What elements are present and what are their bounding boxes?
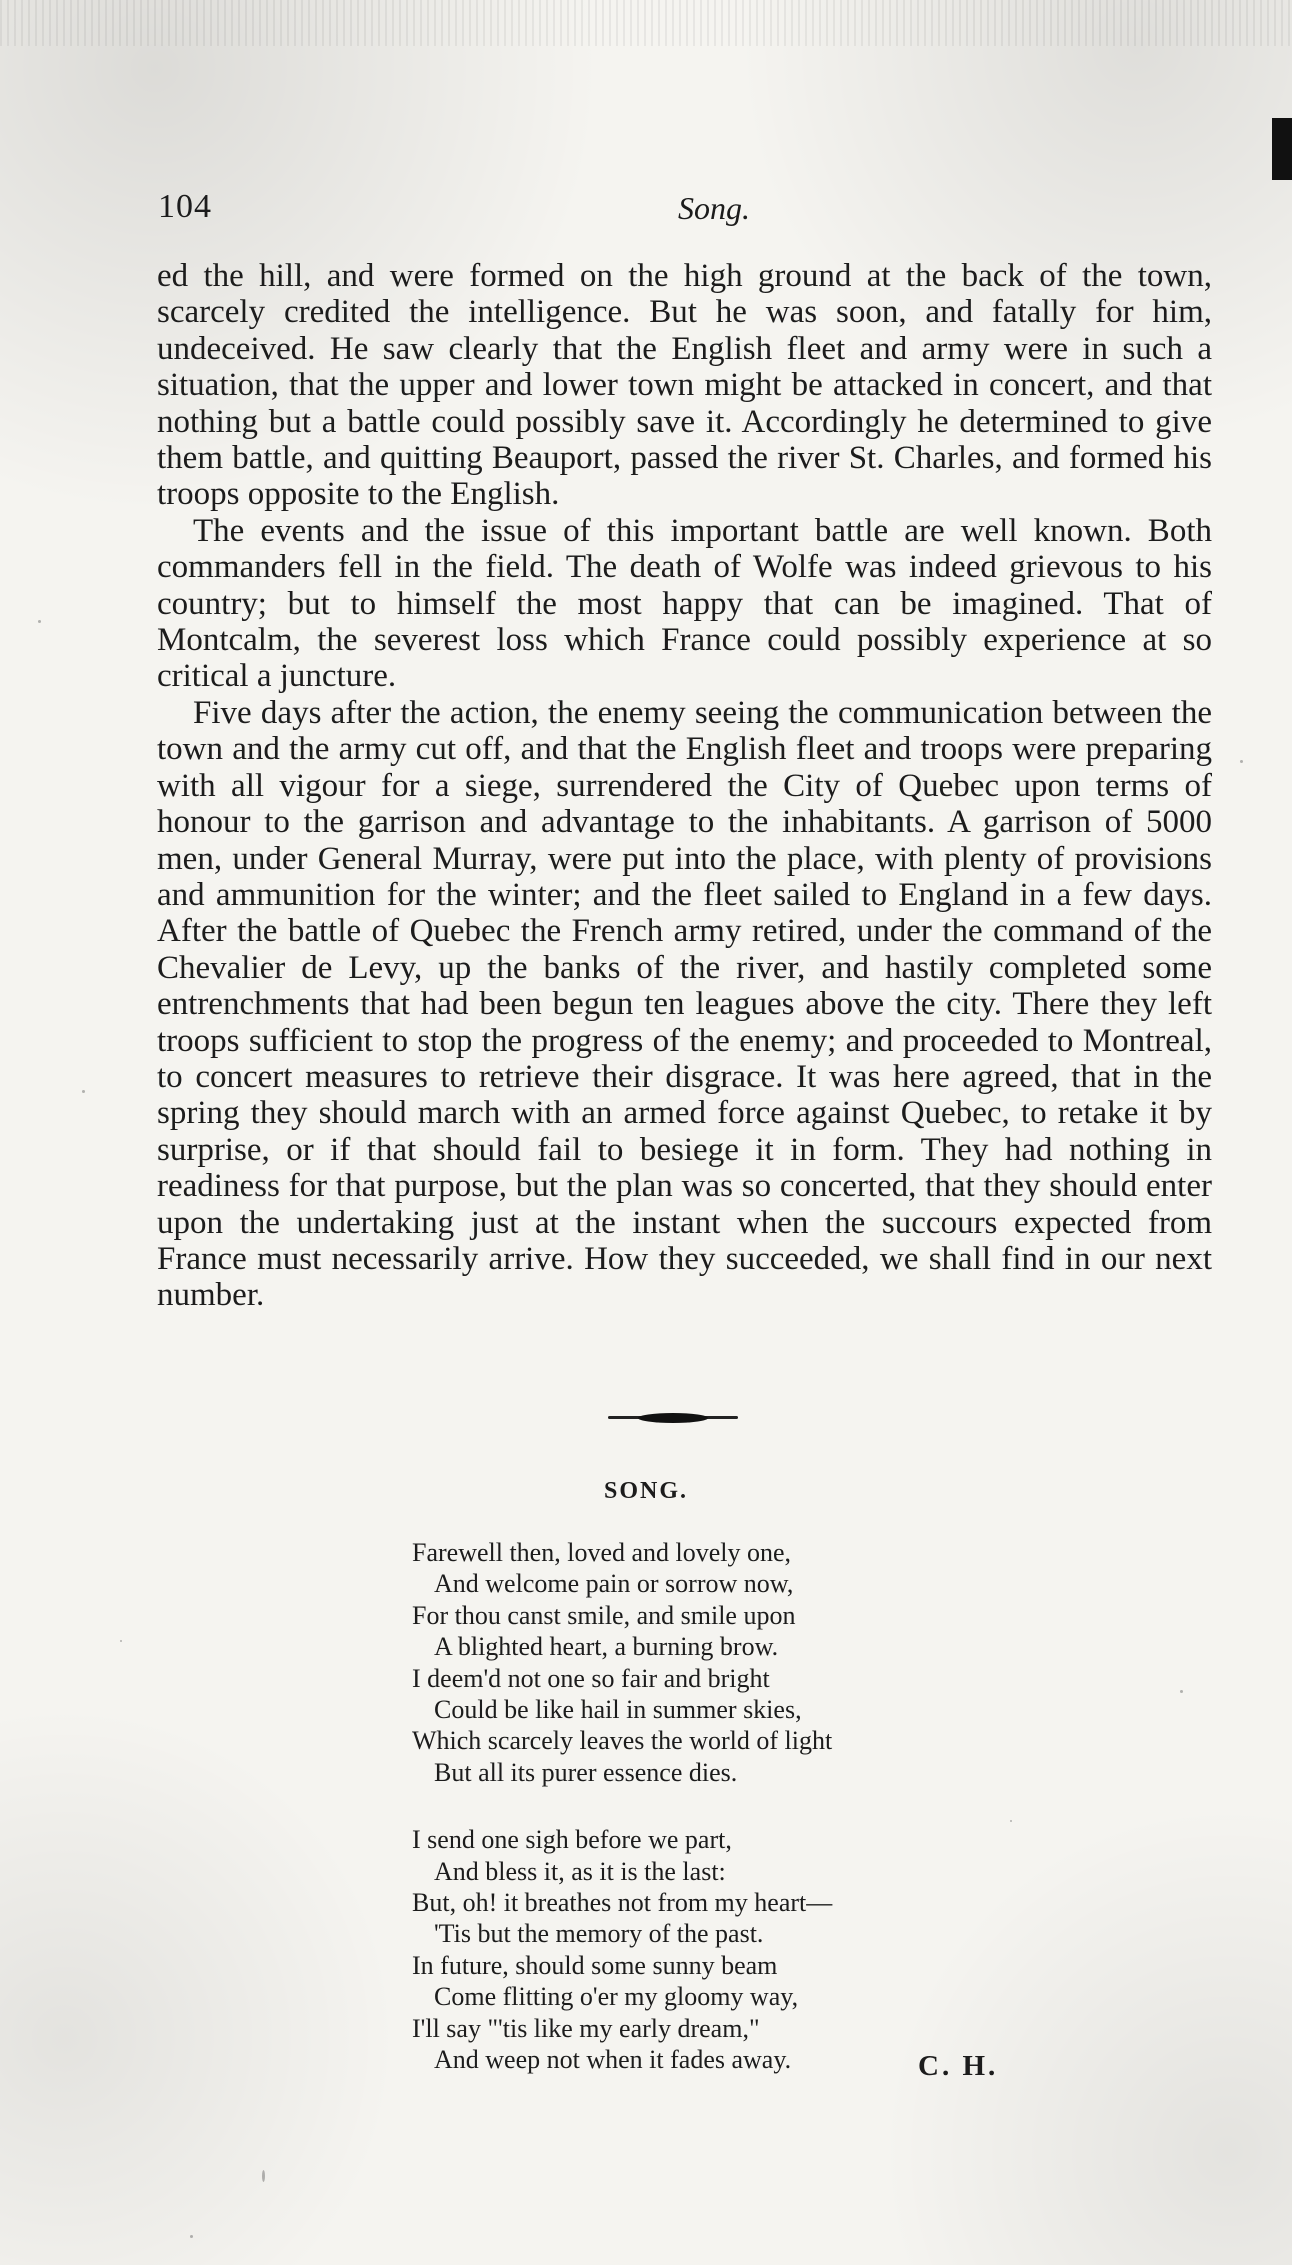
running-head: Song.	[678, 190, 750, 226]
poem-line: But, oh! it breathes not from my heart—	[412, 1888, 833, 1918]
scan-speck	[262, 2170, 265, 2182]
author-signature: C. H.	[918, 2050, 999, 2082]
scan-speck	[190, 2235, 193, 2238]
song-title: SONG.	[603, 1478, 688, 1504]
poem-line: I send one sigh before we part,	[412, 1825, 732, 1855]
poem-line: I deem'd not one so fair and bright	[412, 1663, 770, 1693]
scan-speck	[1180, 1690, 1183, 1693]
page-number: 104	[158, 188, 212, 225]
page-header	[158, 188, 1208, 232]
scan-speck	[82, 1090, 85, 1093]
scan-speck	[1010, 1820, 1012, 1822]
paragraph-2: The events and the issue of this important battle are well known. Both commanders fell in the field. The death of Wolfe was indeed grievous to his country; but to himself the most happy that can be imagined. That of Montcalm, the severest loss which France could possibly experience at so critical a juncture.	[157, 512, 1212, 695]
poem-line: And weep not when it fades away.	[434, 2045, 792, 2075]
poem-line: And bless it, as it is the last:	[434, 1856, 726, 1886]
poem-line: Farewell then, loved and lovely one,	[412, 1538, 792, 1567]
divider-ornament	[638, 1413, 708, 1423]
paragraph-1: ed the hill, and were formed on the high ground at the back of the town, scarcely credited the intelligence. But he was soon, and fatally for him, undeceived. He saw clearly that the English fleet and army were in such a situation, that the upper and lower town might be attacked in concert, and that nothing but a battle could possibly save it. Accordingly he determined to give them battle, and quitting Beauport, passed the river St. Charles, and formed his troops opposite to the English.	[157, 258, 1212, 513]
poem-line: And welcome pain or sorrow now,	[434, 1569, 794, 1599]
scan-speck	[120, 1640, 122, 1642]
poem-line: A blighted heart, a burning brow.	[434, 1632, 779, 1662]
poem-line: Which scarcely leaves the world of light	[412, 1726, 833, 1756]
poem-line: 'Tis but the memory of the past.	[434, 1919, 764, 1949]
scan-speck	[38, 620, 41, 623]
poem-line: For thou canst smile, and smile upon	[412, 1600, 796, 1630]
stanza-break	[412, 1788, 972, 1824]
paragraph-3: Five days after the action, the enemy seeing the communication between the town and the army cut off, and that the English fleet and troops were preparing with all vigour for a siege, surrendered the City of Quebec upon terms of honour to the garrison and advantage to the inhabitants. A garrison of 5000 men, under General Murray, were put into the place, with plenty of provisions and ammunition for the winter; and the fleet sailed to England in a few days. After the battle of Quebec the French army retired, under the command of the Chevalier de Levy, up the banks of the river, and hastily completed some entrenchments that had been begun ten leagues above the city. There they left troops sufficient to stop the progress of the enemy; and proceeded to Montreal, to concert measures to retrieve their disgrace. It was here agreed, that in the spring they should march with an armed force against Quebec, to retake it by surprise, or if that should fail to besiege it in form. They had nothing in readiness for that purpose, but the plan was so concerted, that they should enter upon the undertaking just at the instant when the succours expected from France must necessarily arrive. How they succeeded, we shall find in our next number.	[157, 694, 1212, 1314]
poem-line: In future, should some sunny beam	[412, 1950, 778, 1980]
page-edge-bar	[1272, 118, 1292, 180]
section-divider	[608, 1413, 738, 1423]
poem-line: But all its purer essence dies.	[434, 1757, 738, 1787]
poem-line: Come flitting o'er my gloomy way,	[434, 1982, 799, 2012]
page-top-edge-noise	[0, 0, 1292, 46]
poem-line: I'll say "'tis like my early dream,"	[412, 2013, 760, 2043]
poem	[412, 1537, 972, 2076]
scan-speck	[1240, 760, 1243, 763]
article-body	[157, 258, 1212, 1314]
poem-line: Could be like hail in summer skies,	[434, 1695, 802, 1725]
